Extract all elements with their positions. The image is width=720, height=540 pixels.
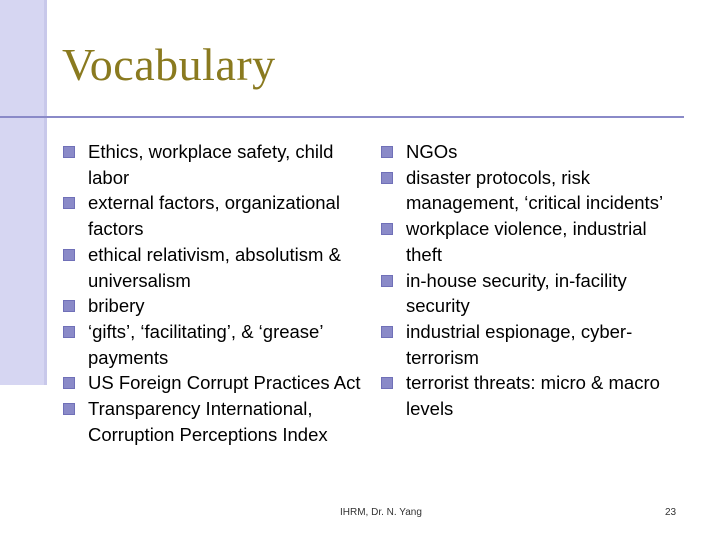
square-bullet-icon: [381, 326, 393, 338]
list-item: [381, 139, 681, 165]
square-bullet-icon: [63, 326, 75, 338]
square-bullet-icon: [63, 146, 75, 158]
square-bullet-icon: [63, 197, 75, 209]
square-bullet-icon: [381, 377, 393, 389]
list-item-text: external factors, organizational factors: [88, 192, 340, 240]
square-bullet-icon: [63, 249, 75, 261]
square-bullet-icon: [63, 403, 75, 415]
square-bullet-icon: [381, 172, 393, 184]
right-bullet-list: [381, 139, 681, 422]
square-bullet-icon: [63, 300, 75, 312]
list-item: [381, 268, 681, 319]
page-number: 23: [665, 507, 677, 518]
decorative-side-bar: [0, 0, 44, 385]
list-item: [381, 216, 681, 267]
list-item-text: disaster protocols, risk management, ‘critical incidents’: [406, 166, 664, 214]
square-bullet-icon: [381, 146, 393, 158]
decorative-side-line: [44, 0, 47, 385]
list-item: [381, 165, 681, 216]
square-bullet-icon: [63, 377, 75, 389]
left-bullet-list: [63, 139, 363, 447]
slide-footer: IHRM, Dr. N. Yang: [340, 507, 422, 518]
list-item-text: in-house security, in-facility security: [406, 269, 627, 317]
square-bullet-icon: [381, 223, 393, 235]
list-item: [63, 370, 363, 396]
square-bullet-icon: [381, 275, 393, 287]
list-item-text: terrorist threats: micro & macro levels: [406, 372, 660, 420]
slide-title: Vocabulary: [62, 39, 276, 90]
list-item-text: ethical relativism, absolutism & universalism: [88, 243, 341, 291]
list-item-text: Ethics, workplace safety, child labor: [88, 141, 334, 188]
list-item-text: NGOs: [406, 141, 458, 162]
list-item: [381, 319, 681, 370]
list-item: [381, 370, 681, 421]
list-item-text: US Foreign Corrupt Practices Act: [88, 372, 361, 394]
list-item-text: bribery: [88, 295, 145, 317]
list-item: [63, 319, 363, 370]
list-item-text: industrial espionage, cyber-terrorism: [406, 320, 633, 368]
title-divider: [0, 116, 684, 118]
list-item: [63, 139, 363, 190]
list-item: [63, 190, 363, 241]
list-item: [63, 293, 363, 319]
list-item-text: ‘gifts’, ‘facilitating’, & ‘grease’ payments: [88, 320, 323, 368]
list-item: [63, 396, 363, 447]
list-item-text: workplace violence, industrial theft: [406, 218, 647, 265]
list-item: [63, 242, 363, 293]
list-item-text: Transparency International, Corruption Perceptions Index: [88, 398, 328, 445]
